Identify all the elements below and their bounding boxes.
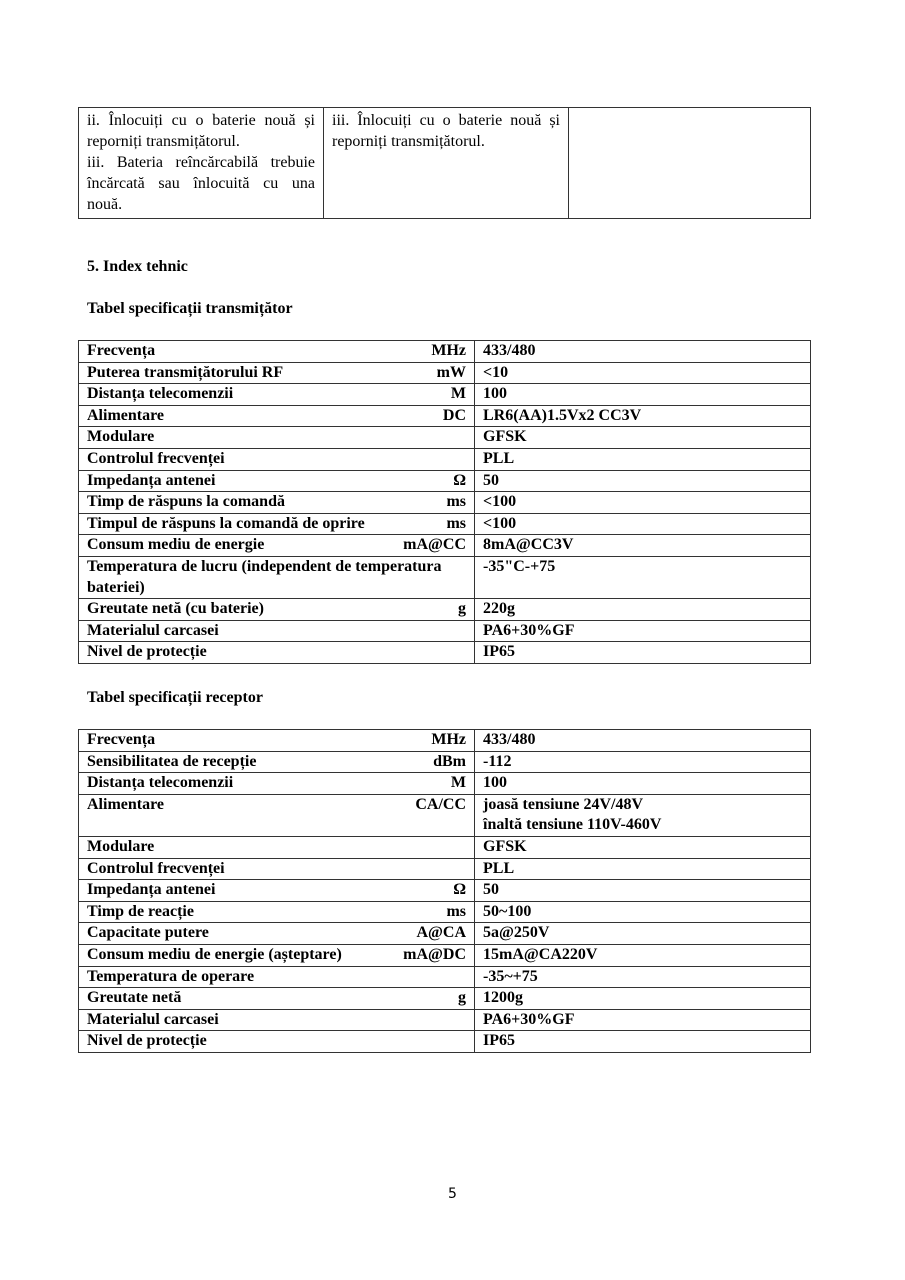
spec-label-cell [79,384,475,406]
table-row [79,858,811,880]
spec-unit: ms [446,902,466,920]
table-row [79,535,811,557]
paragraph: iii. Bateria reîncărcabilă trebuie încărcată sau înlocuită cu una nouă. [87,154,315,213]
paragraph: ii. Înlocuiți cu o baterie nouă și reporniți transmițătorul. [87,112,315,150]
spec-value: LR6(AA)1.5Vx2 CC3V [483,406,642,424]
spec-value: 220g [483,600,515,618]
table-row [79,362,811,384]
spec-value-cell [475,384,811,406]
troubleshooting-table-continued [78,107,811,219]
spec-unit: g [458,600,466,618]
spec-label-cell [79,470,475,492]
spec-value: 5a@250V [483,924,550,942]
spec-unit: ms [446,493,466,511]
spec-label-cell [79,535,475,557]
table-row [79,405,811,427]
spec-unit: CA/CC [415,795,466,813]
spec-value: GFSK [483,428,527,446]
table-row [79,836,811,858]
section-title: 5. Index tehnic [87,258,188,275]
spec-value: -35"C-+75 [483,557,556,575]
spec-label-cell [79,751,475,773]
spec-label-cell [79,880,475,902]
spec-label: Controlul frecvenței [87,859,225,877]
page-number: 5 [448,1186,457,1202]
spec-value-cell [475,362,811,384]
spec-value: 1200g [483,989,523,1007]
spec-value-cell [475,642,811,664]
spec-unit: DC [442,406,466,424]
spec-label: Sensibilitatea de recepție [87,752,257,770]
spec-unit: ms [446,514,466,532]
spec-label: Alimentare [87,795,165,813]
spec-label: Materialul carcasei [87,1010,219,1028]
table-row [79,470,811,492]
table-row [79,966,811,988]
table-row [79,1009,811,1031]
spec-value-cell [475,448,811,470]
spec-label: Consum mediu de energie (așteptare) [87,945,342,963]
spec-unit: Ω [453,881,466,899]
spec-label: Timp de reacție [87,902,194,920]
spec-value-cell [475,556,811,598]
spec-unit: Ω [453,471,466,489]
spec-value: PA6+30%GF [483,1010,575,1028]
spec-label: Temperatura de lucru (independent de temperatura bateriei) [87,557,442,596]
spec-label-cell [79,492,475,514]
table-row [79,108,811,219]
spec-value: 433/480 [483,731,536,748]
transmitter-spec-table [78,340,811,664]
spec-value: 50 [483,881,499,899]
spec-value-cell [475,620,811,642]
spec-value: IP65 [483,1032,515,1050]
spec-value-cell [475,405,811,427]
spec-label-cell [79,730,475,752]
spec-label: Puterea transmițătorului RF [87,363,284,381]
spec-value-cell [475,836,811,858]
table-row [79,794,811,836]
spec-label: Temperatura de operare [87,967,255,985]
spec-value: PLL [483,859,515,877]
table-row [79,492,811,514]
spec-label-cell [79,1031,475,1053]
transmitter-table-caption: Tabel specificații transmițător [87,300,293,317]
spec-value-cell [475,901,811,923]
spec-value-cell [475,1009,811,1031]
spec-label: Distanța telecomenzii [87,774,234,792]
spec-label: Controlul frecvenței [87,449,225,467]
spec-value-cell [475,794,811,836]
table-row [79,513,811,535]
spec-label: Frecvența [87,731,156,748]
spec-label: Materialul carcasei [87,621,219,639]
spec-label: Impedanța antenei [87,881,216,899]
spec-value: -35~+75 [483,967,538,985]
spec-label-cell [79,362,475,384]
spec-label-cell [79,620,475,642]
receiver-spec-table [78,729,811,1053]
spec-label-cell [79,556,475,598]
spec-label: Modulare [87,837,155,855]
spec-value-cell [475,470,811,492]
table-row [79,427,811,449]
table-cell [79,108,324,219]
spec-label-cell [79,427,475,449]
spec-value: 50~100 [483,902,532,920]
spec-value-cell [475,513,811,535]
spec-value: 100 [483,385,507,403]
spec-label: Nivel de protecție [87,643,207,661]
spec-value-cell [475,535,811,557]
receiver-table-caption: Tabel specificații receptor [87,689,263,706]
spec-label-cell [79,599,475,621]
spec-value-cell [475,858,811,880]
spec-value: joasă tensiune 24V/48V [483,795,644,813]
table-row [79,556,811,598]
spec-value: PA6+30%GF [483,621,575,639]
table-row [79,880,811,902]
spec-value: -112 [483,752,512,770]
spec-label-cell [79,944,475,966]
spec-value-cell [475,880,811,902]
spec-label: Consum mediu de energie [87,536,265,554]
spec-unit: M [450,385,466,403]
spec-label: Frecvența [87,342,156,359]
spec-label-cell [79,988,475,1010]
spec-label: Greutate netă [87,989,182,1007]
spec-value-cell [475,599,811,621]
spec-unit: mW [436,363,466,381]
spec-label-cell [79,966,475,988]
spec-label-cell [79,448,475,470]
spec-label-cell [79,405,475,427]
table-row [79,599,811,621]
spec-value-cell [475,773,811,795]
spec-label: Capacitate putere [87,924,209,942]
spec-unit: MHz [431,342,466,359]
table-row [79,988,811,1010]
table-row [79,901,811,923]
table-row [79,923,811,945]
table-cell [569,108,811,219]
spec-label: Modulare [87,428,155,446]
spec-label: Greutate netă (cu baterie) [87,600,264,618]
spec-value-cell [475,966,811,988]
spec-value-cell [475,492,811,514]
spec-label-cell [79,773,475,795]
spec-label: Impedanța antenei [87,471,216,489]
spec-value: 100 [483,774,507,792]
spec-value: <100 [483,514,517,532]
spec-value: 433/480 [483,342,536,359]
table-row [79,944,811,966]
table-row [79,1031,811,1053]
spec-unit: dBm [433,752,466,770]
spec-unit: mA@DC [403,945,466,963]
spec-value: PLL [483,449,515,467]
table-row [79,448,811,470]
spec-label-cell [79,794,475,836]
table-row [79,642,811,664]
spec-label-cell [79,642,475,664]
spec-value-cell [475,988,811,1010]
spec-unit: MHz [431,731,466,748]
spec-value: 50 [483,471,499,489]
spec-value: GFSK [483,837,527,855]
spec-label: Timp de răspuns la comandă [87,493,285,511]
spec-label-cell [79,923,475,945]
spec-value: 15mA@CA220V [483,945,598,963]
spec-value: IP65 [483,643,515,661]
spec-value-cell [475,944,811,966]
spec-label-cell [79,513,475,535]
table-cell [324,108,569,219]
table-row [79,620,811,642]
spec-label-cell [79,901,475,923]
spec-value: 8mA@CC3V [483,536,574,554]
spec-value-line-2: înaltă tensiune 110V-460V [483,816,662,834]
spec-value: <10 [483,363,509,381]
table-row [79,751,811,773]
paragraph: iii. Înlocuiți cu o baterie nouă și reporniți transmițătorul. [332,112,560,150]
spec-label-cell [79,836,475,858]
spec-label-cell [79,858,475,880]
table-row [79,384,811,406]
spec-value-cell [475,730,811,752]
spec-unit: M [450,774,466,792]
spec-label: Nivel de protecție [87,1032,207,1050]
spec-value-cell [475,1031,811,1053]
spec-unit: mA@CC [403,536,466,554]
table-row [79,341,811,363]
spec-label: Distanța telecomenzii [87,385,234,403]
spec-unit: A@CA [416,924,466,942]
spec-label: Timpul de răspuns la comandă de oprire [87,514,365,532]
spec-label-cell [79,341,475,363]
spec-value: <100 [483,493,517,511]
table-row [79,773,811,795]
spec-label: Alimentare [87,406,165,424]
spec-value-cell [475,923,811,945]
spec-value-cell [475,751,811,773]
spec-unit: g [458,989,466,1007]
table-row [79,730,811,752]
spec-value-cell [475,341,811,363]
spec-label-cell [79,1009,475,1031]
spec-value-cell [475,427,811,449]
